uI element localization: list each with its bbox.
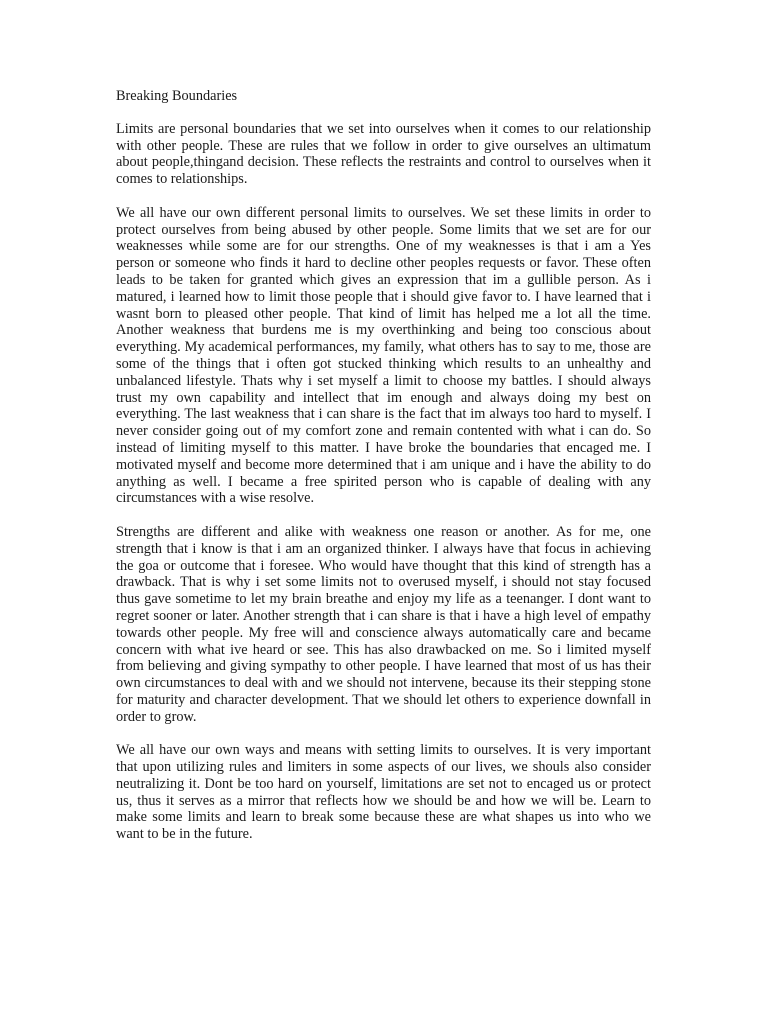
document-title: Breaking Boundaries	[116, 88, 238, 104]
paragraph-strengths: Strengths are different and alike with weakness one reason or another. As for me, one strength that i know is that i am an organized thinker. I always have that focus in achieving the goa or outcome that i foresee. Who would have thought that this kind of strength has a drawback. That is why i set some limits not to overused myself, i should not stay focused thus gave sometime to let my brain breathe and enjoy my life as a teenanger. I dont want to regret sooner or later. Another strength that i can share is that i have a high level of empathy towards other people. My free will and conscience always automatically care and became concern with what ive heard or see. This has also drawbacked on me. So i limited myself from believing and giving sympathy to other people. I have learned that most of us has their own circumstances to deal with and we should not intervene, because its their stepping stone for maturity and character development. That we should let others to experience downfall in order to grow.	[116, 523, 651, 725]
paragraph-conclusion: We all have our own ways and means with setting limits to ourselves. It is very important that upon utilizing rules and limiters in some aspects of our lives, we shouls also consider neutralizing it. Dont be too hard on yourself, limitations are set not to encaged us or protect us, thus it serves as a mirror that reflects how we should be and how we will be. Learn to make some limits and learn to break some because these are what shapes us into who we want to be in the future.	[116, 742, 651, 843]
document-page	[116, 88, 651, 860]
paragraph-intro: Limits are personal boundaries that we set into ourselves when it comes to our relationship with other people. These are rules that we follow in order to give ourselves an ultimatum about people,thingand decision. These reflects the restraints and control to ourselves when it comes to relationships.	[116, 120, 651, 188]
paragraph-weaknesses: We all have our own different personal limits to ourselves. We set these limits in order to protect ourselves from being abused by other people. Some limits that we set are for our weaknesses while some are for our strengths. One of my weaknesses is that i am a Yes person or someone who finds it hard to decline other peoples requests or favor. These often leads to be taken for granted which gives an expression that im a gullible person. As i matured, i learned how to limit those people that i should give favor to. I have learned that i wasnt born to pleased other people. That kind of limit has helped me a lot all the time. Another weakness that burdens me is my overthinking and being too conscious about everything. My academical performances, my family, what others has to say to me, those are some of the things that i often got stucked thinking which results to an unhealthy and unbalanced lifestyle. Thats why i set myself a limit to choose my battles. I should always trust my own capability and intellect that im enough and always doing my best on everything. The last weakness that i can share is the fact that im always too hard to myself. I never consider going out of my comfort zone and remain contented with what i can do. So instead of limiting myself to this matter. I have broke the boundaries that encaged me. I motivated myself and become more determined that i am unique and i have the ability to do anything as well. I became a free spirited person who is capable of dealing with any circumstances with a wise resolve.	[116, 204, 651, 507]
